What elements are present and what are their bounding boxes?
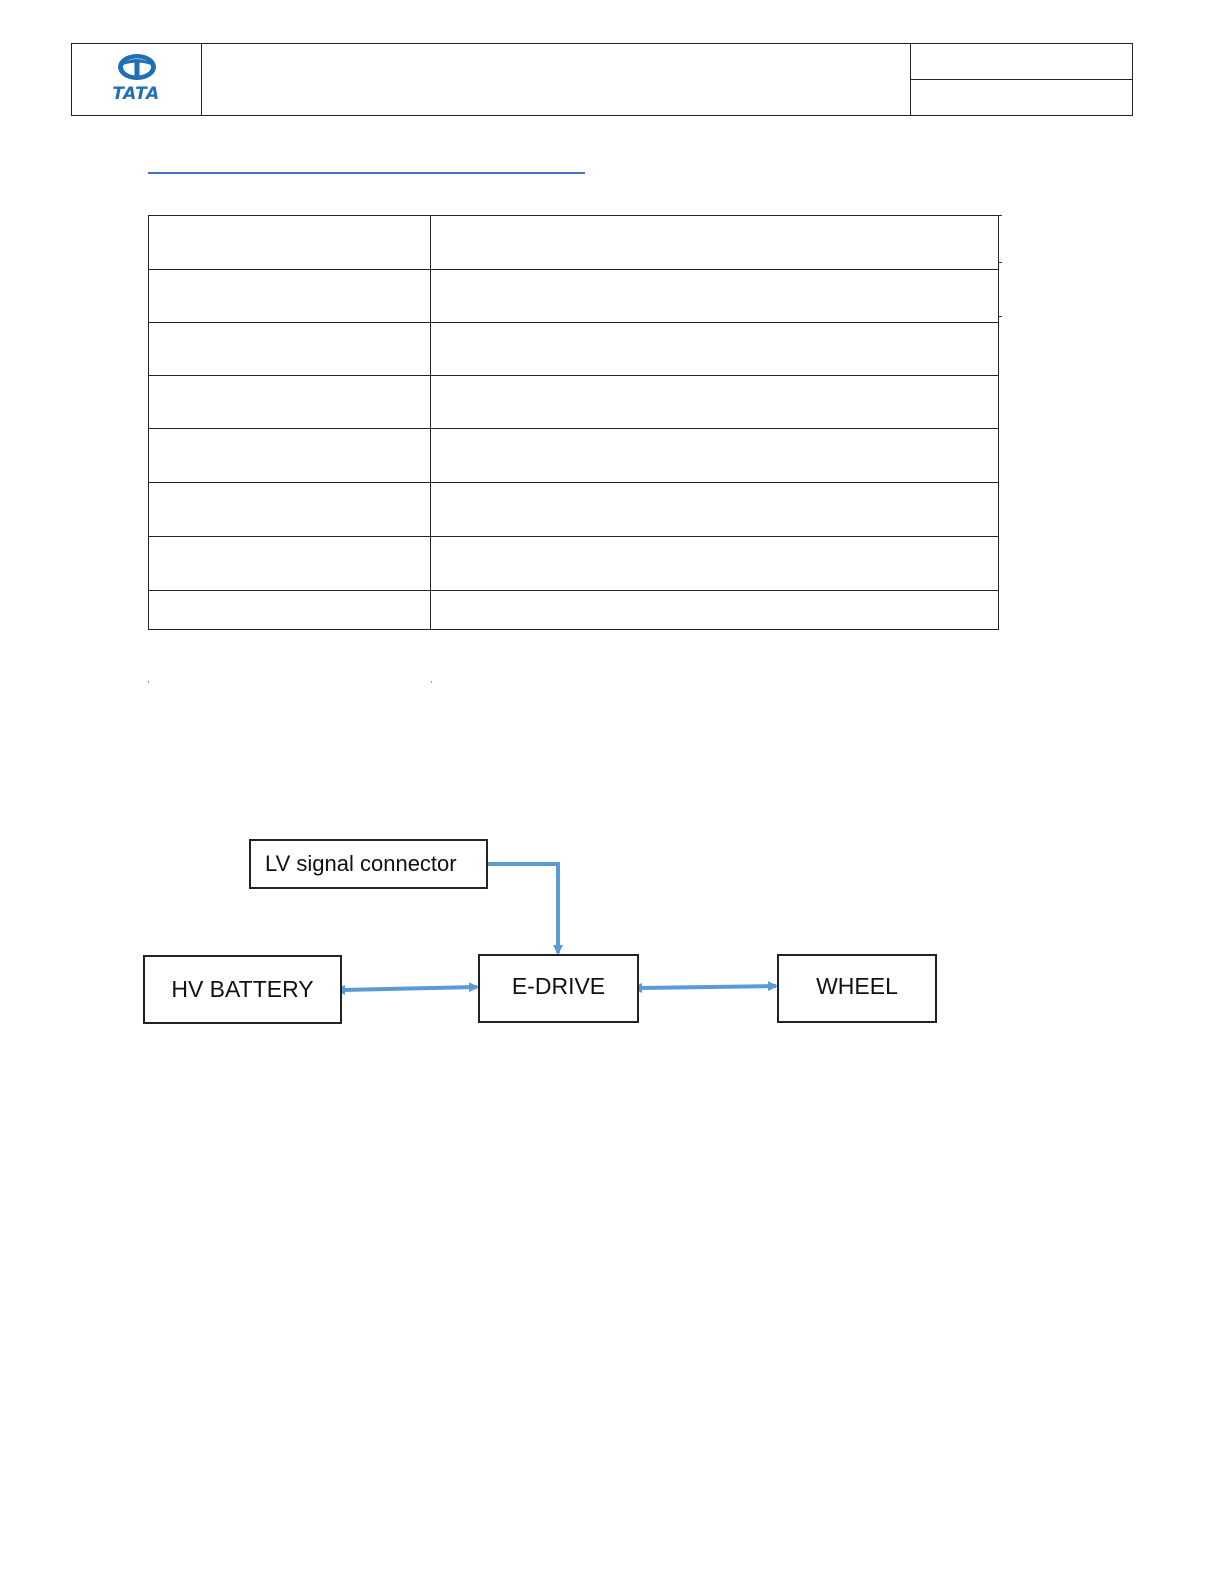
table-edge-mark	[998, 262, 1002, 263]
table-edge-mark	[998, 215, 1002, 216]
table-cell	[149, 270, 431, 323]
tata-emblem-icon	[115, 52, 159, 84]
table-cell	[149, 429, 431, 483]
stray-mark	[148, 681, 149, 683]
table-cell	[431, 216, 999, 270]
document-header	[71, 43, 1133, 116]
battery-edrive-arrow	[343, 987, 477, 990]
section-heading-underline	[148, 172, 585, 174]
table-row	[149, 270, 999, 323]
table-cell	[149, 537, 431, 591]
table-cell	[149, 216, 431, 270]
table-edge-mark	[998, 316, 1002, 317]
table-cell	[149, 483, 431, 537]
table-row	[149, 216, 999, 270]
table-row	[149, 483, 999, 537]
table-cell	[431, 591, 999, 630]
table-cell	[149, 323, 431, 376]
table-row	[149, 376, 999, 429]
table-row	[149, 591, 999, 630]
specification-table	[148, 215, 999, 630]
lv-to-edrive-arrow	[487, 864, 558, 953]
edrive-wheel-arrow	[640, 986, 776, 988]
document-number-cell	[911, 44, 1132, 80]
table-cell	[431, 483, 999, 537]
table-cell	[431, 537, 999, 591]
stray-mark	[431, 681, 432, 683]
logo-cell	[72, 44, 202, 115]
wheel-block: WHEEL	[777, 954, 937, 1023]
document-title-cell	[201, 44, 911, 115]
hv-battery-block: HV BATTERY	[143, 955, 342, 1024]
table-cell	[431, 429, 999, 483]
table-cell	[149, 591, 431, 630]
table-row	[149, 537, 999, 591]
table-cell	[431, 323, 999, 376]
brand-logo-text: TATA	[112, 84, 160, 104]
table-cell	[149, 376, 431, 429]
revision-cell	[911, 80, 1132, 115]
table-row	[149, 429, 999, 483]
e-drive-block: E-DRIVE	[478, 954, 639, 1023]
lv-signal-connector-block: LV signal connector	[249, 839, 488, 889]
table-cell	[431, 270, 999, 323]
table-row	[149, 323, 999, 376]
table-cell	[431, 376, 999, 429]
